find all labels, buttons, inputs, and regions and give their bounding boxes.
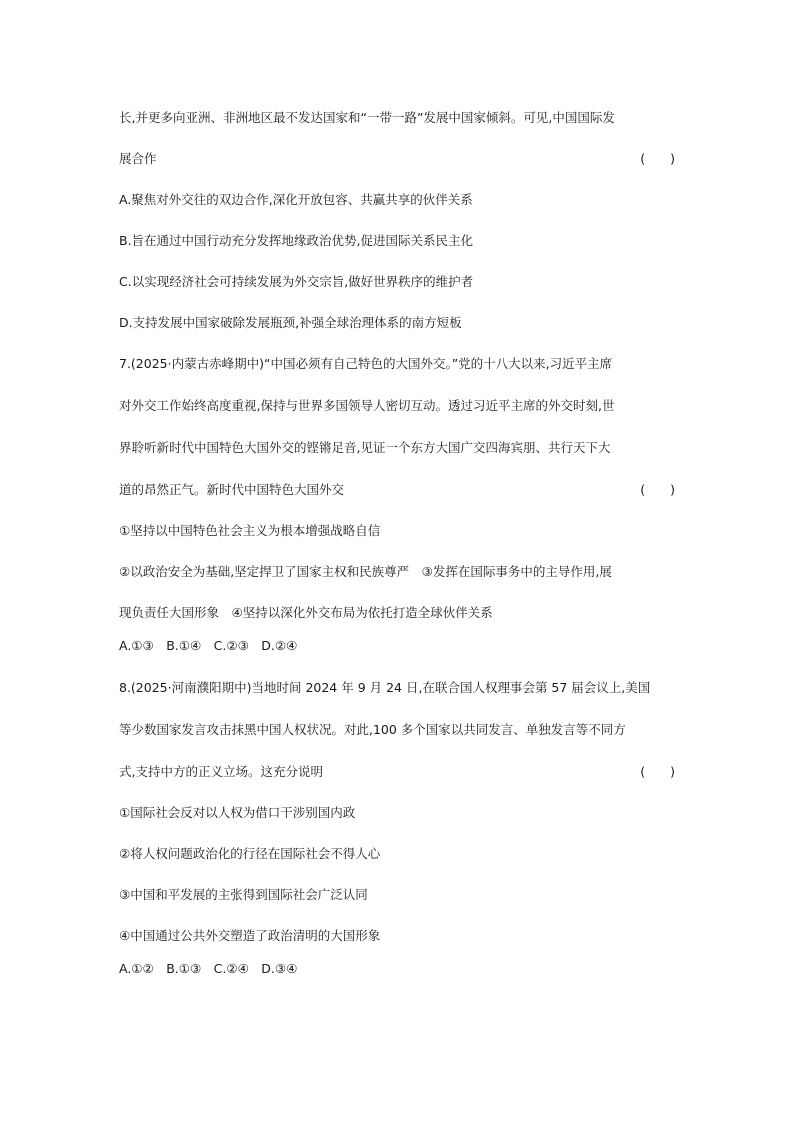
q6-option-d: D.支持发展中国家破除发展瓶颈,补强全球治理体系的南方短板 (119, 315, 462, 330)
q8-item-1: ①国际社会反对以人权为借口干涉别国内政 (119, 805, 356, 820)
q7-stem-text: 道的昂然正气。新时代中国特色大国外交 (119, 482, 345, 497)
q7-stem-line-3: 界聆听新时代中国特色大国外交的铿锵足音,见证一个东方大国广交四海宾朋、共行天下大 (119, 440, 611, 455)
document-page (119, 108, 675, 979)
q7-stem-line-2: 对外交工作始终高度重视,保持与世界多国领导人密切互动。透过习近平主席的外交时刻,世 (119, 398, 615, 413)
q8-choices: A.①② B.①③ C.②④ D.③④ (119, 961, 298, 976)
q6-option-a: A.聚焦对外交往的双边合作,深化开放包容、共赢共享的伙伴关系 (119, 192, 473, 207)
q8-answer-bracket: ( ) (640, 764, 675, 779)
q7-stem-line-1: 7.(2025·内蒙古赤峰期中)“中国必须有自己特色的大国外交。”党的十八大以来,习近平主席 (119, 356, 613, 371)
q6-answer-bracket: ( ) (640, 151, 675, 166)
q8-stem-line-1: 8.(2025·河南濮阳期中)当地时间 2024 年 9 月 24 日,在联合国人权理事会第 57 届会议上,美国 (119, 680, 651, 695)
q6-stem-line-2 (119, 149, 675, 169)
q6-option-c: C.以实现经济社会可持续发展为外交宗旨,做好世界秩序的维护者 (119, 274, 474, 289)
q8-stem-text: 式,支持中方的正义立场。这充分说明 (119, 764, 323, 779)
q8-item-3: ③中国和平发展的主张得到国际社会广泛认同 (119, 887, 368, 902)
q8-stem-line-3 (119, 762, 675, 782)
q6-option-b: B.旨在通过中国行动充分发挥地缘政治优势,促进国际关系民主化 (119, 233, 474, 248)
q6-stem-line-1: 长,并更多向亚洲、非洲地区最不发达国家和“一带一路”发展中国家倾斜。可见,中国国际发 (119, 110, 615, 125)
q7-items-3-4: 现负责任大国形象 ④坚持以深化外交布局为依托打造全球伙伴关系 (119, 605, 493, 620)
q7-answer-bracket: ( ) (640, 482, 675, 497)
q6-stem-text: 展合作 (119, 151, 157, 166)
q7-choices: A.①③ B.①④ C.②③ D.②④ (119, 638, 298, 653)
q7-stem-line-4 (119, 480, 675, 500)
q8-stem-line-2: 等少数国家发言攻击抹黑中国人权状况。对此,100 多个国家以共同发言、单独发言等不同方 (119, 722, 626, 737)
q8-item-2: ②将人权问题政治化的行径在国际社会不得人心 (119, 846, 381, 861)
q8-item-4: ④中国通过公共外交塑造了政治清明的大国形象 (119, 928, 381, 943)
q7-item-1: ①坚持以中国特色社会主义为根本增强战略自信 (119, 523, 381, 538)
q7-items-2-3: ②以政治安全为基础,坚定捍卫了国家主权和民族尊严 ③发挥在国际事务中的主导作用,展 (119, 564, 612, 579)
